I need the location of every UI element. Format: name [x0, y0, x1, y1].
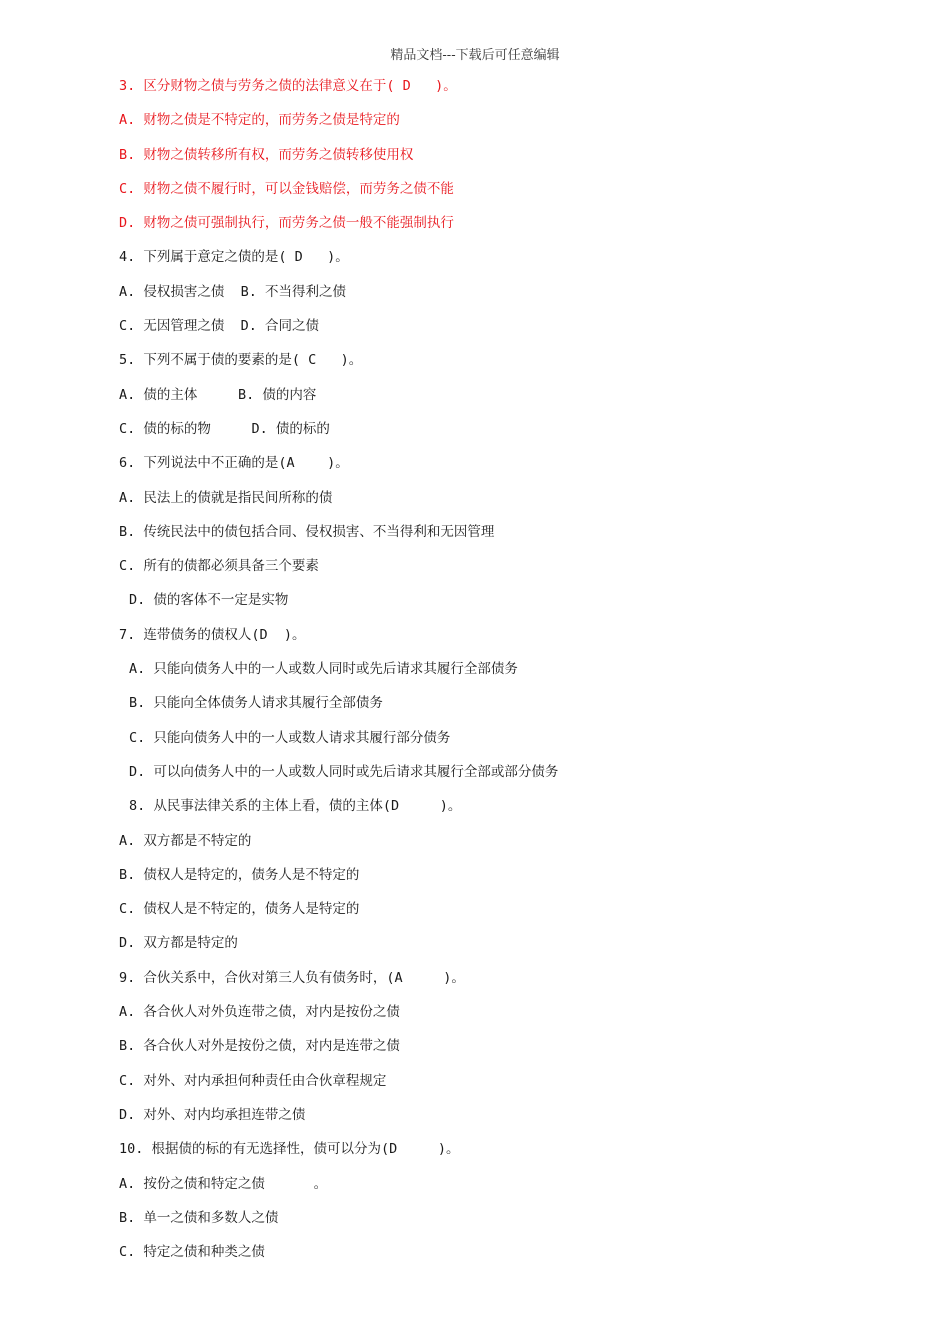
question-10-option-b: B. 单一之债和多数人之债 [119, 1209, 279, 1226]
question-4: 4. 下列属于意定之债的是( D )。 [119, 249, 349, 266]
question-6: 6. 下列说法中不正确的是(A )。 [119, 455, 349, 472]
question-3-option-b: B. 财物之债转移所有权，而劳务之债转移使用权 [119, 146, 414, 163]
question-6-option-d: D. 债的客体不一定是实物 [129, 592, 289, 609]
question-6-option-a: A. 民法上的债就是指民间所称的债 [119, 489, 333, 506]
question-3-option-d: D. 财物之债可强制执行，而劳务之债一般不能强制执行 [119, 215, 454, 232]
question-6-option-c: C. 所有的债都必须具备三个要素 [119, 558, 319, 575]
question-7-option-b: B. 只能向全体债务人请求其履行全部债务 [129, 695, 383, 712]
question-6-option-b: B. 传统民法中的债包括合同、侵权损害、不当得利和无因管理 [119, 523, 495, 540]
question-3: 3. 区分财物之债与劳务之债的法律意义在于( D )。 [119, 78, 457, 94]
question-7-option-d: D. 可以向债务人中的一人或数人同时或先后请求其履行全部或部分债务 [129, 763, 559, 780]
question-7-option-a: A. 只能向债务人中的一人或数人同时或先后请求其履行全部债务 [129, 661, 518, 678]
question-4-options-ab: A. 侵权损害之债 B. 不当得利之债 [119, 283, 347, 300]
question-8-option-c: C. 债权人是不特定的，债务人是特定的 [119, 901, 360, 918]
question-5: 5. 下列不属于债的要素的是( C )。 [119, 352, 363, 369]
question-9-option-b: B. 各合伙人对外是按份之债，对内是连带之债 [119, 1038, 400, 1055]
page-header: 精品文档---下载后可任意编辑 [390, 48, 560, 63]
question-8-option-a: A. 双方都是不特定的 [119, 832, 252, 849]
question-4-options-cd: C. 无因管理之债 D. 合同之债 [119, 318, 320, 335]
question-9: 9. 合伙关系中，合伙对第三人负有债务时，(A )。 [119, 969, 465, 986]
question-8: 8. 从民事法律关系的主体上看，债的主体(D )。 [129, 798, 462, 815]
question-9-option-c: C. 对外、对内承担何种责任由合伙章程规定 [119, 1072, 387, 1089]
question-5-options-ab: A. 债的主体 B. 债的内容 [119, 386, 317, 403]
question-7-option-c: C. 只能向债务人中的一人或数人请求其履行部分债务 [129, 729, 451, 746]
question-9-option-a: A. 各合伙人对外负连带之债，对内是按份之债 [119, 1004, 400, 1021]
question-3-option-c: C. 财物之债不履行时，可以金钱赔偿，而劳务之债不能 [119, 180, 454, 197]
question-10-option-a: A. 按份之债和特定之债 。 [119, 1175, 328, 1192]
question-10: 10. 根据债的标的有无选择性，债可以分为(D )。 [119, 1141, 460, 1158]
question-10-option-c: C. 特定之债和种类之债 [119, 1244, 265, 1261]
question-9-option-d: D. 对外、对内均承担连带之债 [119, 1106, 306, 1123]
question-3-option-a: A. 财物之债是不特定的，而劳务之债是特定的 [119, 112, 400, 129]
question-8-option-d: D. 双方都是特定的 [119, 935, 238, 952]
question-8-option-b: B. 债权人是特定的，债务人是不特定的 [119, 866, 360, 883]
question-5-options-cd: C. 债的标的物 D. 债的标的 [119, 420, 330, 437]
document-body [0, 74, 950, 1274]
question-7: 7. 连带债务的债权人(D )。 [119, 626, 306, 643]
